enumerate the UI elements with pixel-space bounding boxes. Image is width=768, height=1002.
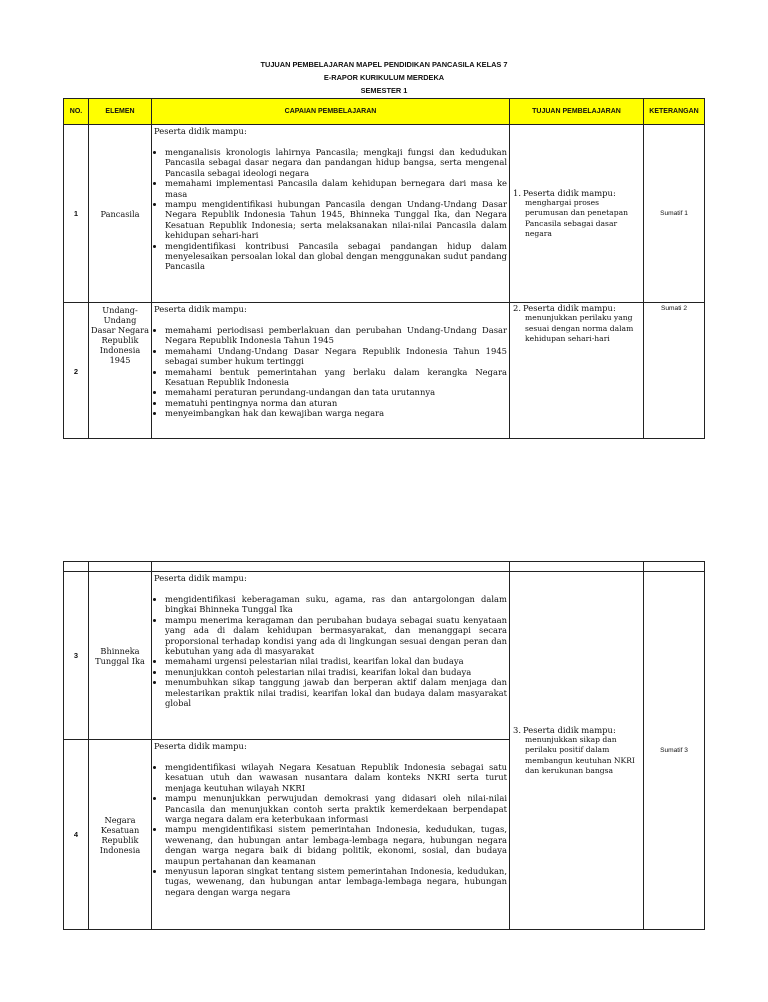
learning-objective bbox=[510, 303, 644, 439]
outcome-item: • menunjukkan contoh pelestarian nilai tradisi, kearifan lokal dan budaya bbox=[165, 667, 507, 677]
learning-objective bbox=[510, 125, 644, 303]
header-keterangan: KETERANGAN bbox=[644, 99, 705, 125]
objective-text: menunjukkan perilaku yang sesuai dengan norma dalam kehidupan sehari-hari bbox=[525, 313, 634, 343]
objective-text: menghargai proses perumusan dan penetapan Pancasila sebagai dasar negara bbox=[525, 197, 628, 238]
title-line-3: SEMESTER 1 bbox=[360, 86, 408, 95]
header-no: NO. bbox=[64, 99, 89, 125]
header-capaian: CAPAIAN PEMBELAJARAN bbox=[152, 99, 510, 125]
objective-lead: Peserta didik mampu: bbox=[523, 724, 616, 735]
table-top-row bbox=[64, 562, 705, 572]
outcome-item: • menumbuhkan sikap tanggung jawab dan berperan aktif dalam menjaga dan melestarikan praktik nilai tradisi, kearifan lokal dan budaya dalam masyarakat global bbox=[165, 677, 507, 708]
table-row bbox=[64, 125, 705, 303]
outcome-item: • mengidentifikasi keberagaman suku, agama, ras dan antargolongan dalam bingkai Bhinneka Tunggal Ika bbox=[165, 594, 507, 615]
outcome-item: • mematuhi pentingnya norma dan aturan bbox=[165, 398, 507, 408]
objective-lead: Peserta didik mampu: bbox=[523, 187, 616, 198]
learning-outcome bbox=[152, 740, 510, 930]
outcome-list bbox=[154, 594, 507, 708]
element-name: Pancasila bbox=[89, 125, 152, 303]
row-number: 4 bbox=[64, 740, 89, 930]
outcome-item: • menyusun laporan singkat tentang sistem pemerintahan Indonesia, kedudukan, tugas, wewenang, dan hubungan antar lembaga-lembaga negara, hubungan negara dengan warga negara bbox=[165, 866, 507, 897]
outcome-item: • mengidentifikasi kontribusi Pancasila sebagai pandangan hidup dalam menyelesaikan persoalan lokal dan global dengan menggunakan sudut pandang Pancasila bbox=[165, 241, 507, 272]
outcome-item: • memahami Undang-Undang Dasar Negara Republik Indonesia Tahun 1945 sebagai sumber hukum tertinggi bbox=[165, 346, 507, 367]
document-title bbox=[0, 58, 768, 97]
outcome-item: • mampu menerima keragaman dan perubahan budaya sebagai suatu kenyataan yang ada di dalam kehidupan bermasyarakat, dan menanggapi secara proporsional terhadap kondisi yang ada di lingkungan sesuai dengan peran dan kebutuhan yang ada di masyarakat bbox=[165, 615, 507, 657]
row-number: 1 bbox=[64, 125, 89, 303]
objective-text: menunjukkan sikap dan perilaku positif dalam membangun keutuhan NKRI dan kerukunan bangsa bbox=[525, 734, 635, 775]
outcome-item: • memahami implementasi Pancasila dalam kehidupan bernegara dari masa ke masa bbox=[165, 178, 507, 199]
outcome-lead: Peserta didik mampu: bbox=[154, 741, 247, 751]
remarks: Sumatif 1 bbox=[644, 125, 705, 303]
title-line-2: E-RAPOR KURIKULUM MERDEKA bbox=[323, 73, 445, 82]
outcome-lead: Peserta didik mampu: bbox=[154, 126, 247, 136]
row-number: 2 bbox=[64, 303, 89, 439]
title-line-1: TUJUAN PEMBELAJARAN MAPEL PENDIDIKAN PANCASILA KELAS 7 bbox=[260, 60, 508, 69]
objective-number: 1. bbox=[513, 187, 521, 198]
element-name: Bhinneka Tunggal Ika bbox=[89, 572, 152, 740]
remarks: Sumati 2 bbox=[644, 303, 705, 439]
learning-outcome bbox=[152, 125, 510, 303]
outcome-item: • mampu menunjukkan perwujudan demokrasi yang didasari oleh nilai-nilai Pancasila dan menunjukkan contoh serta praktik kemerdekaan berpendapat warga negara dalam era keterbukaan informasi bbox=[165, 793, 507, 824]
learning-objective bbox=[510, 572, 644, 930]
header-tujuan: TUJUAN PEMBELAJARAN bbox=[510, 99, 644, 125]
outcome-list bbox=[154, 147, 507, 272]
outcome-item: • memahami peraturan perundang-undangan dan tata urutannya bbox=[165, 387, 507, 397]
table-header-row bbox=[64, 99, 705, 125]
learning-objectives-table bbox=[63, 98, 705, 439]
outcome-item: • memahami urgensi pelestarian nilai tradisi, kearifan lokal dan budaya bbox=[165, 656, 507, 666]
outcome-item: • mengidentifikasi wilayah Negara Kesatuan Republik Indonesia sebagai satu kesatuan utuh dan wawasan nusantara dalam konteks NKRI serta turut menjaga keutuhan wilayah NKRI bbox=[165, 762, 507, 793]
outcome-item: • mampu mengidentifikasi hubungan Pancasila dengan Undang-Undang Dasar Negara Republik Indonesia Tahun 1945, Bhinneka Tunggal Ika, dan Negara Kesatuan Republik Indonesia; serta melaksanakan nilai-nilai Pancasila dalam kehidupan sehari-hari bbox=[165, 199, 507, 241]
learning-objectives-table-continued bbox=[63, 561, 705, 930]
header-elemen: ELEMEN bbox=[89, 99, 152, 125]
outcome-list bbox=[154, 762, 507, 897]
outcome-list bbox=[154, 325, 507, 419]
outcome-lead: Peserta didik mampu: bbox=[154, 573, 247, 583]
element-name: Undang-Undang Dasar Negara Republik Indonesia 1945 bbox=[89, 303, 152, 439]
objective-number: 2. bbox=[513, 303, 521, 313]
element-name: Negara Kesatuan Republik Indonesia bbox=[89, 740, 152, 930]
outcome-lead: Peserta didik mampu: bbox=[154, 304, 247, 314]
outcome-item: • menganalisis kronologis lahirnya Pancasila; mengkaji fungsi dan kedudukan Pancasila sebagai dasar negara dan pandangan hidup bangsa, serta mengenal Pancasila sebagai ideologi negara bbox=[165, 147, 507, 178]
outcome-item: • menyeimbangkan hak dan kewajiban warga negara bbox=[165, 408, 507, 418]
table-row bbox=[64, 303, 705, 439]
table-row bbox=[64, 572, 705, 740]
remarks: Sumatif 3 bbox=[644, 572, 705, 930]
learning-outcome bbox=[152, 303, 510, 439]
objective-number: 3. bbox=[513, 724, 521, 735]
learning-outcome bbox=[152, 572, 510, 740]
outcome-item: • mampu mengidentifikasi sistem pemerintahan Indonesia, kedudukan, tugas, wewenang, dan hubungan antar lembaga-lembaga negara, hubungan negara dengan warga negara baik di bidang politik, ekonomi, sosial, dan budaya maupun pertahanan dan keamanan bbox=[165, 824, 507, 866]
outcome-item: • memahami bentuk pemerintahan yang berlaku dalam kerangka Negara Kesatuan Republik Indonesia bbox=[165, 367, 507, 388]
outcome-item: • memahami periodisasi pemberlakuan dan perubahan Undang-Undang Dasar Negara Republik Indonesia Tahun 1945 bbox=[165, 325, 507, 346]
row-number: 3 bbox=[64, 572, 89, 740]
objective-lead: Peserta didik mampu: bbox=[523, 303, 616, 313]
